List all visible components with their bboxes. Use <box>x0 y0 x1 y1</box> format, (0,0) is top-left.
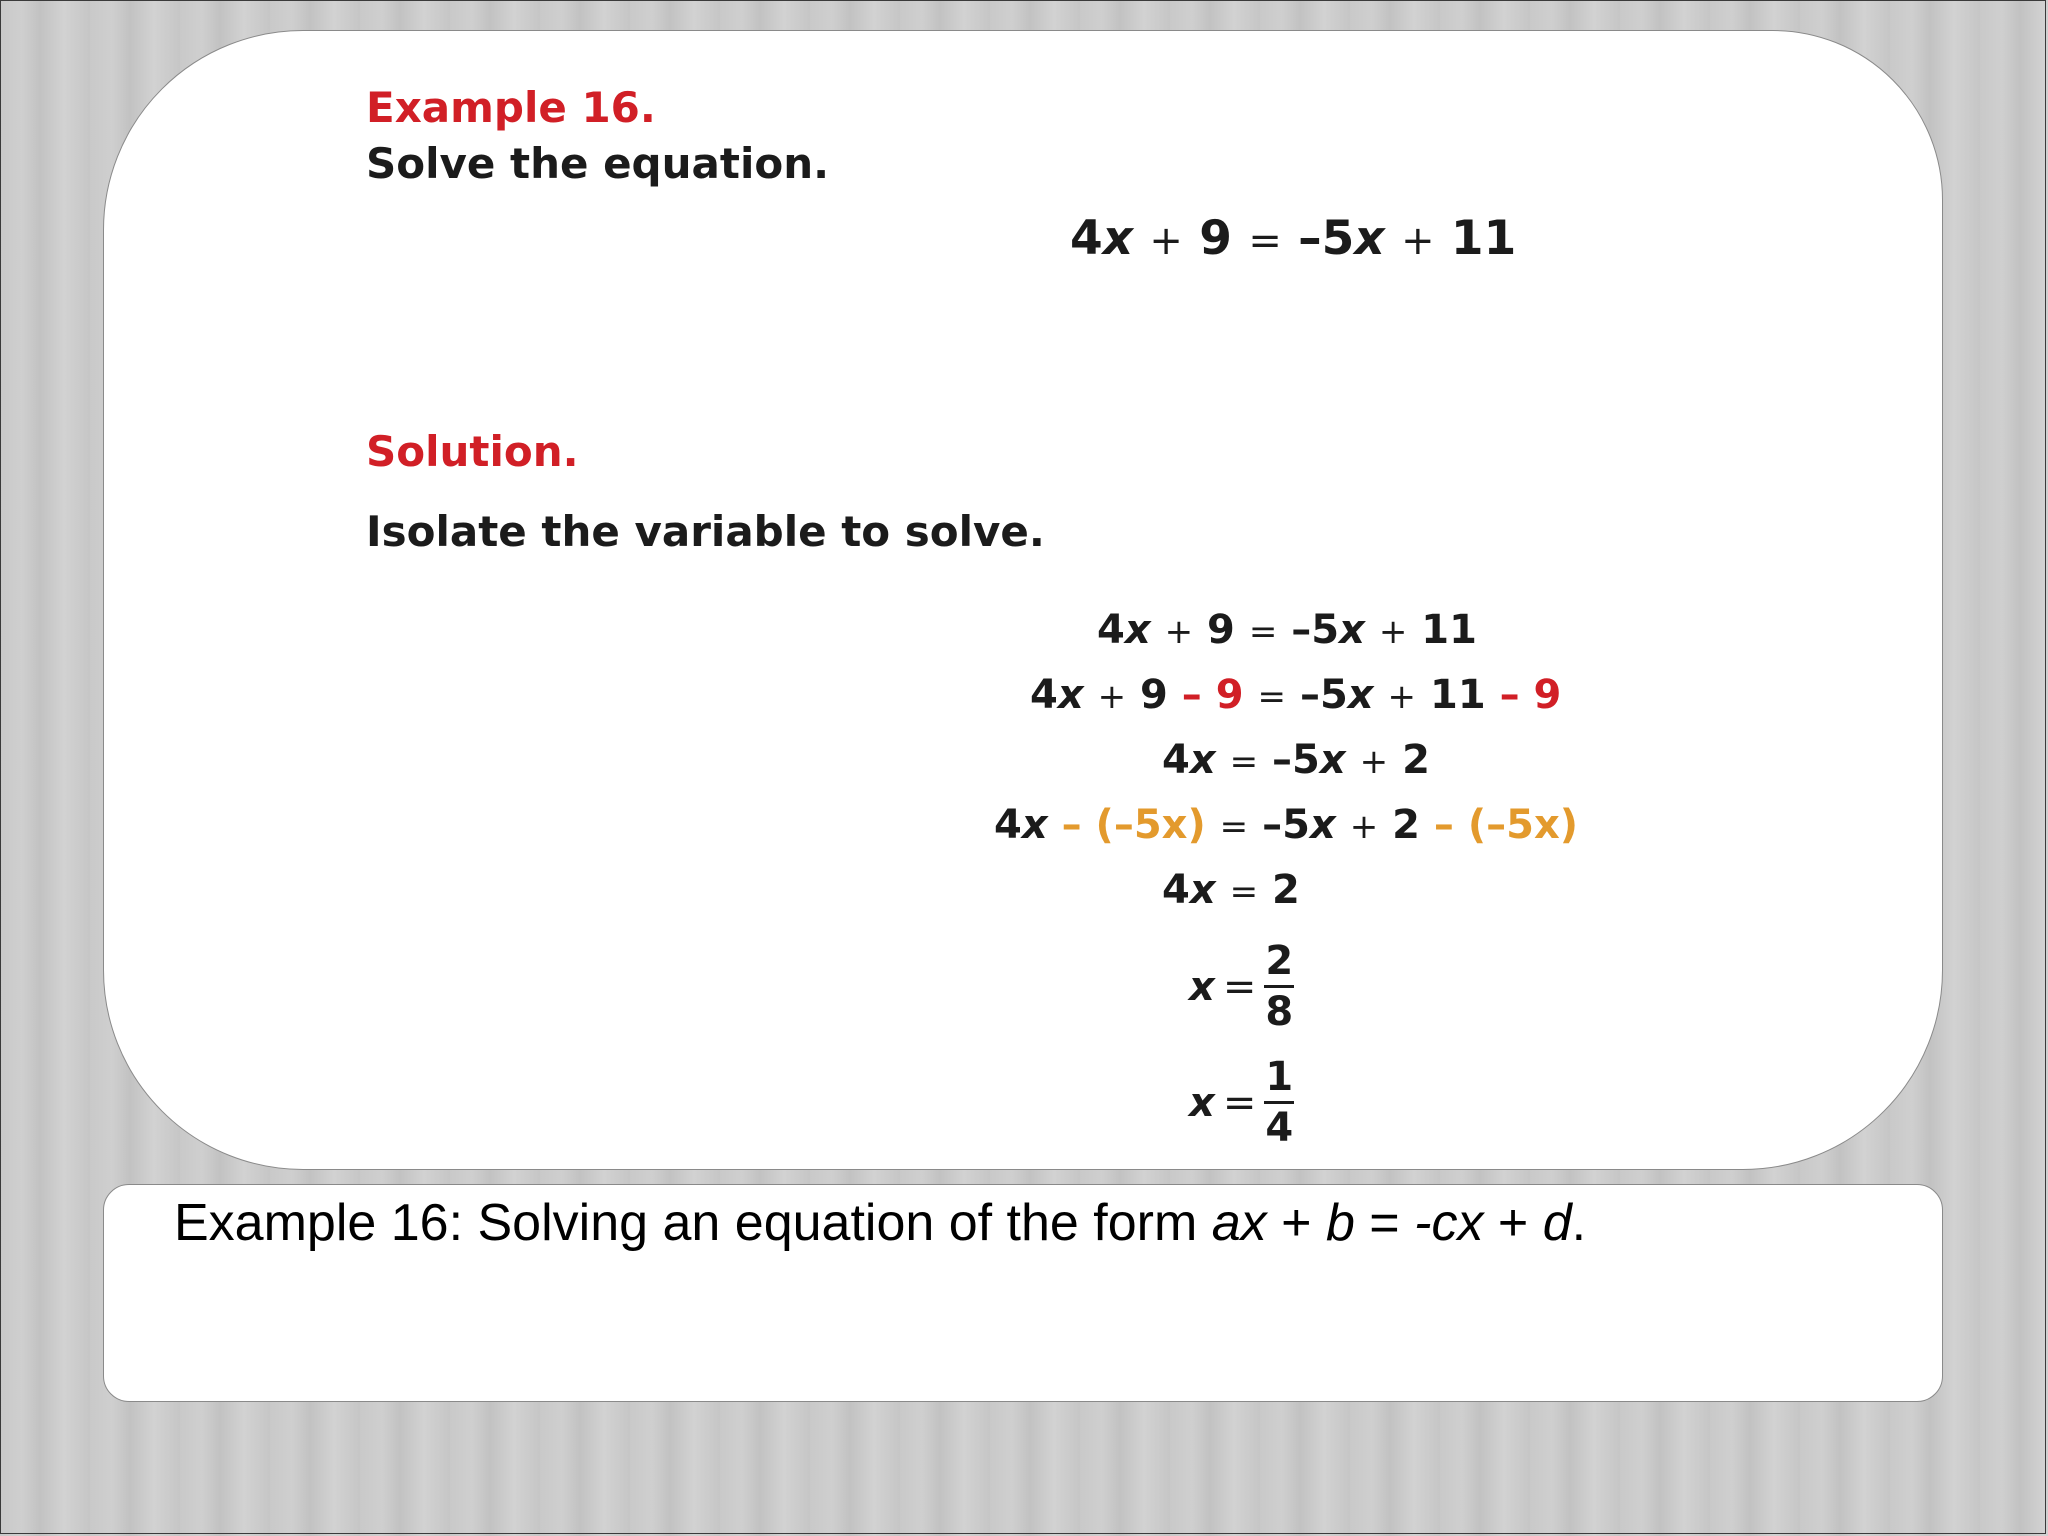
fraction-two-eighths: $\frac{2}{8}$ <box>1265 938 1294 1035</box>
caption-text: Example 16: Solving an equation of the form ax + b = -cx + d. <box>174 1194 1587 1252</box>
step-2: 4x + 9 – 9 = –5x + 11 – 9 <box>1030 672 1562 718</box>
instruction-text: Isolate the variable to solve. <box>366 507 1045 556</box>
main-equation: 4x + 9 = –5x + 11 <box>1070 211 1517 266</box>
fraction-one-quarter: $\frac{1}{4}$ <box>1265 1054 1294 1151</box>
slide-panel <box>103 30 1943 1170</box>
prompt-text: Solve the equation. <box>366 139 830 188</box>
step-7: x = $\frac{1}{4}$ <box>1189 1054 1294 1151</box>
step-4: 4x – (–5x) = –5x + 2 – (–5x) <box>994 802 1579 848</box>
step-3: 4x = –5x + 2 <box>1162 737 1430 783</box>
step-1: 4x + 9 = –5x + 11 <box>1097 607 1477 653</box>
step-5: 4x = 2 <box>1162 867 1300 913</box>
solution-title: Solution. <box>366 427 579 476</box>
caption-panel <box>103 1184 1943 1402</box>
example-title: Example 16. <box>366 83 656 132</box>
step-6: x = $\frac{2}{8}$ <box>1189 938 1294 1035</box>
